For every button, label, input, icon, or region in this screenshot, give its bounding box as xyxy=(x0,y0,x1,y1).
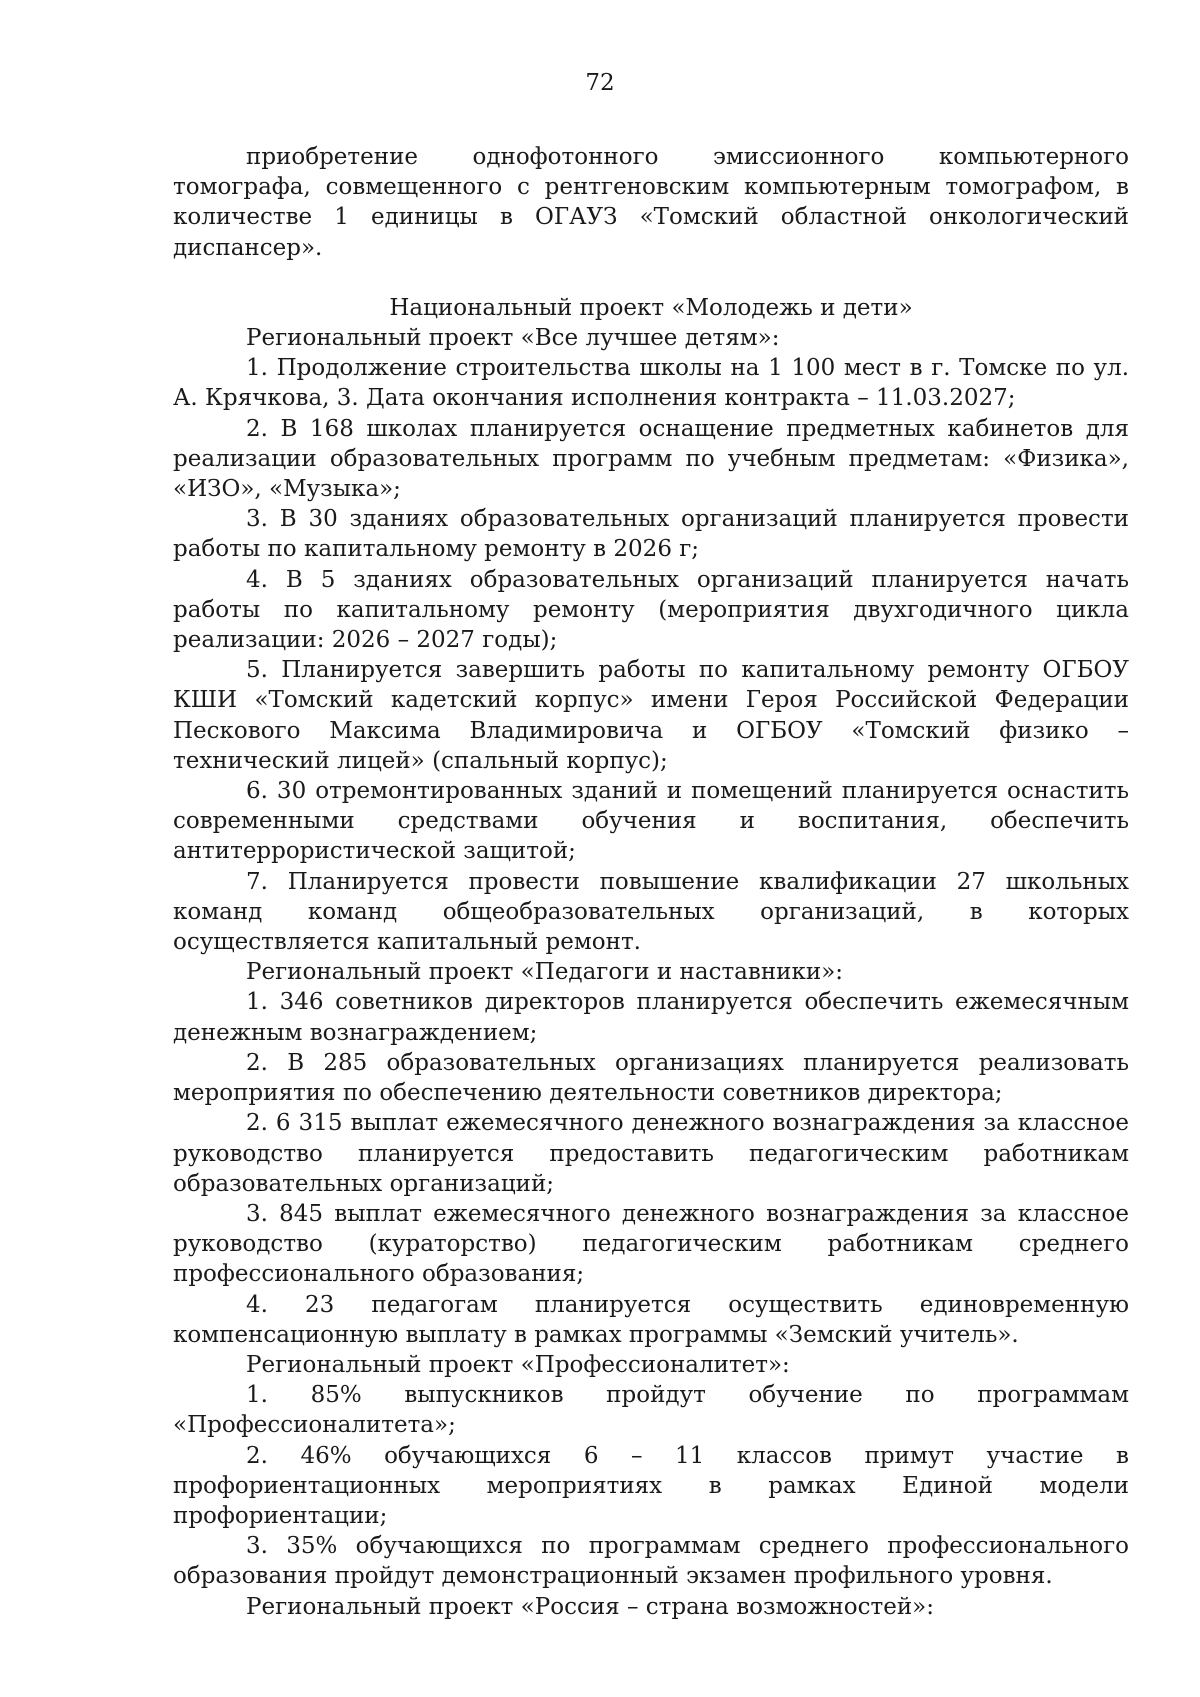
list-item: 2. 6 315 выплат ежемесячного денежного вознаграждения за классное руководство планируется предоставить педагогическим работникам образовательных организаций; xyxy=(173,1110,1129,1197)
document-body xyxy=(173,142,1129,1622)
list-item: 4. В 5 зданиях образовательных организаций планируется начать работы по капитальному ремонту (мероприятия двухгодичного цикла реализации: 2026 – 2027 годы); xyxy=(173,566,1129,654)
list-item: 7. Планируется провести повышение квалификации 27 школьных команд команд общеобразовательных организаций, в которых осуществляется капитальный ремонт. xyxy=(173,868,1129,956)
list-item: 1. Продолжение строительства школы на 1 100 мест в г. Томске по ул. А. Крячкова, 3. Дата окончания исполнения контракта – 11.03.2027; xyxy=(173,355,1129,412)
list-item: 3. 845 выплат ежемесячного денежного вознаграждения за классное руководство (кураторство) педагогическим работникам среднего профессионального образования; xyxy=(173,1200,1129,1288)
subsection-heading: Региональный проект «Россия – страна возможностей»: xyxy=(246,1593,934,1620)
list-item: 5. Планируется завершить работы по капитальному ремонту ОГБОУ КШИ «Томский кадетский корпус» имени Героя Российской Федерации Пескового Максима Владимировича и ОГБОУ «Томский физико – технический лицей» (спальный корпус); xyxy=(173,657,1129,774)
section-heading: Национальный проект «Молодежь и дети» xyxy=(389,294,913,321)
list-item: 1. 85% выпускников пройдут обучение по программам «Профессионалитета»; xyxy=(173,1382,1129,1439)
list-item: 2. 46% обучающихся 6 – 11 классов примут участие в профориентационных мероприятиях в рамках Единой модели профориентации; xyxy=(173,1442,1129,1529)
list-item: 3. 35% обучающихся по программам среднего профессионального образования пройдут демонстрационный экзамен профильного уровня. xyxy=(173,1533,1129,1590)
list-item: 2. В 168 школах планируется оснащение предметных кабинетов для реализации образовательных программ по учебным предметам: «Физика», «ИЗО», «Музыка»; xyxy=(173,415,1129,503)
list-item: 3. В 30 зданиях образовательных организаций планируется провести работы по капитальному ремонту в 2026 г; xyxy=(173,506,1129,563)
list-item: 6. 30 отремонтированных зданий и помещений планируется оснастить современными средствами обучения и воспитания, обеспечить антитеррористической защитой; xyxy=(173,778,1129,865)
subsection-heading: Региональный проект «Педагоги и наставники»: xyxy=(246,959,844,986)
list-item: 1. 346 советников директоров планируется обеспечить ежемесячным денежным вознаграждением; xyxy=(173,989,1129,1046)
list-item: 4. 23 педагогам планируется осуществить единовременную компенсационную выплату в рамках программы «Земский учитель». xyxy=(173,1291,1129,1348)
subsection-heading: Региональный проект «Профессионалитет»: xyxy=(246,1351,790,1378)
list-item: 2. В 285 образовательных организациях планируется реализовать мероприятия по обеспечению деятельности советников директора; xyxy=(173,1049,1129,1107)
paragraph: приобретение однофотонного эмиссионного компьютерного томографа, совмещенного с рентгеновским компьютерным томографом, в количестве 1 единицы в ОГАУЗ «Томский областной онкологический диспансер». xyxy=(173,144,1129,261)
page-number: 72 xyxy=(585,70,615,96)
subsection-heading: Региональный проект «Все лучшее детям»: xyxy=(246,325,780,352)
